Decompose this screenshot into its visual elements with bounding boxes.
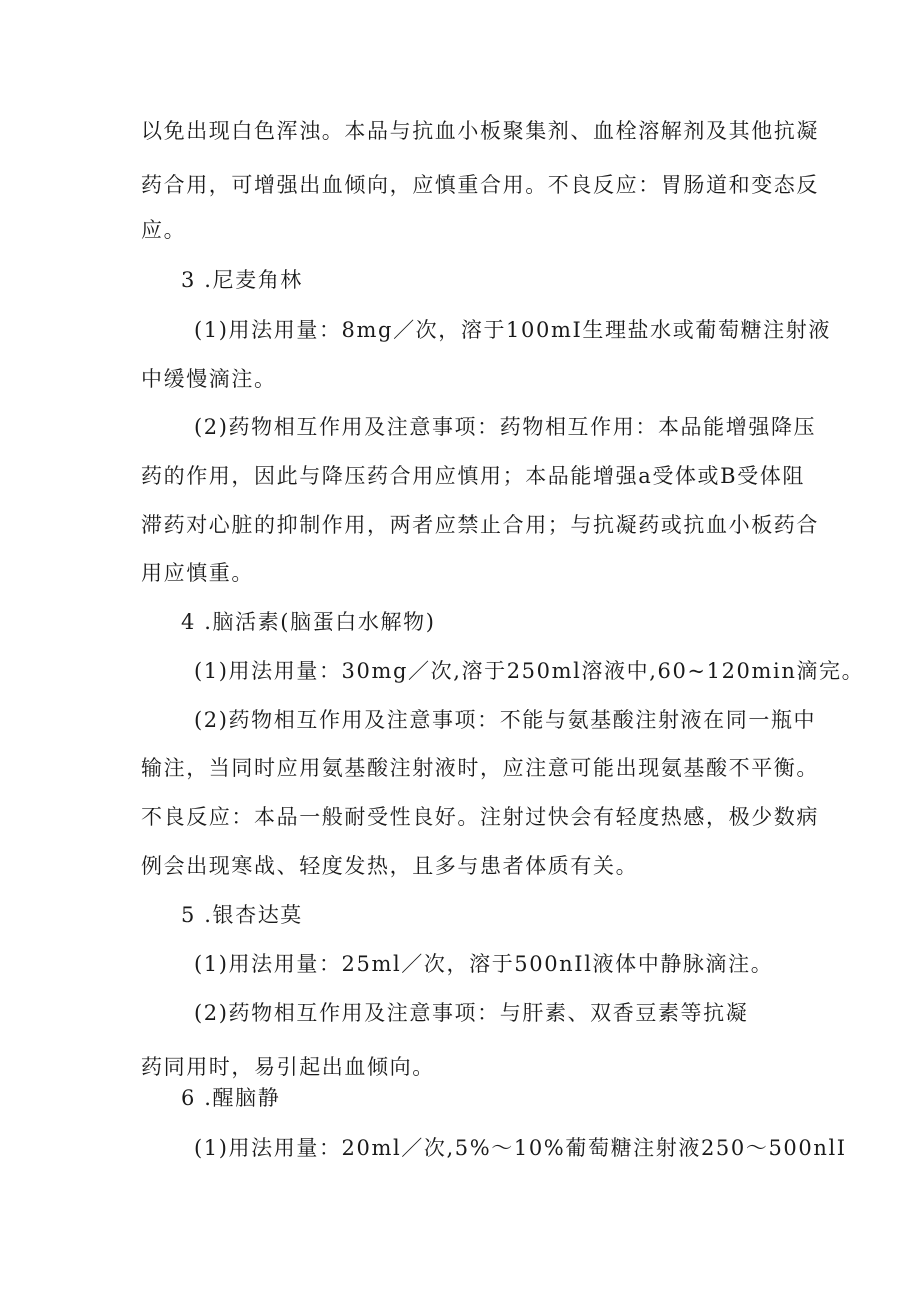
paragraph-line: 应。 xyxy=(141,218,187,242)
paragraph-line: 药同用时，易引起出血倾向。 xyxy=(141,1055,435,1079)
section-heading-cerebrolysin: 4 .脑活素(脑蛋白水解物) xyxy=(181,610,436,634)
paragraph-line: (1)用法用量：8mg／次，溶于100mI生理盐水或葡萄糖注射液 xyxy=(194,318,831,342)
paragraph-line: 药的作用，因此与降压药合用应慎用；本品能增强a受体或B受体阻 xyxy=(141,464,805,488)
paragraph-line: 不良反应：本品一般耐受性良好。注射过快会有轻度热感，极少数病 xyxy=(141,805,819,829)
paragraph-line: 以免出现白色浑浊。本品与抗血小板聚集剂、血栓溶解剂及其他抗凝 xyxy=(141,119,819,143)
paragraph-line: 滞药对心脏的抑制作用，两者应禁止合用；与抗凝药或抗血小板药合 xyxy=(141,513,819,537)
paragraph-line: 输注，当同时应用氨基酸注射液时，应注意可能出现氨基酸不平衡。 xyxy=(141,756,819,780)
paragraph-line: (1)用法用量：20ml／次,5%～10%葡萄糖注射液250～500nlI xyxy=(194,1136,847,1160)
paragraph-line: (1)用法用量：30mg／次,溶于250ml溶液中,60~120min滴完。 xyxy=(194,659,865,683)
paragraph-line: 中缓慢滴注。 xyxy=(141,367,277,391)
section-heading-nicergoline: 3 .尼麦角林 xyxy=(181,268,303,292)
paragraph-line: 用应慎重。 xyxy=(141,561,254,585)
paragraph-line: 药合用，可增强出血倾向，应慎重合用。不良反应：胃肠道和变态反 xyxy=(141,173,819,197)
paragraph-line: (1)用法用量：25ml／次，溶于500nIl液体中静脉滴注。 xyxy=(194,952,774,976)
section-heading-xingnaojing: 6 .醒脑静 xyxy=(181,1086,281,1110)
paragraph-line: 例会出现寒战、轻度发热，且多与患者体质有关。 xyxy=(141,854,639,878)
paragraph-line: (2)药物相互作用及注意事项：药物相互作用：本品能增强降压 xyxy=(194,415,817,439)
section-heading-ginkgo-dipyridamole: 5 .银杏达莫 xyxy=(181,903,303,927)
paragraph-line: (2)药物相互作用及注意事项：与肝素、双香豆素等抗凝 xyxy=(194,1001,749,1025)
paragraph-line: (2)药物相互作用及注意事项：不能与氨基酸注射液在同一瓶中 xyxy=(194,708,817,732)
